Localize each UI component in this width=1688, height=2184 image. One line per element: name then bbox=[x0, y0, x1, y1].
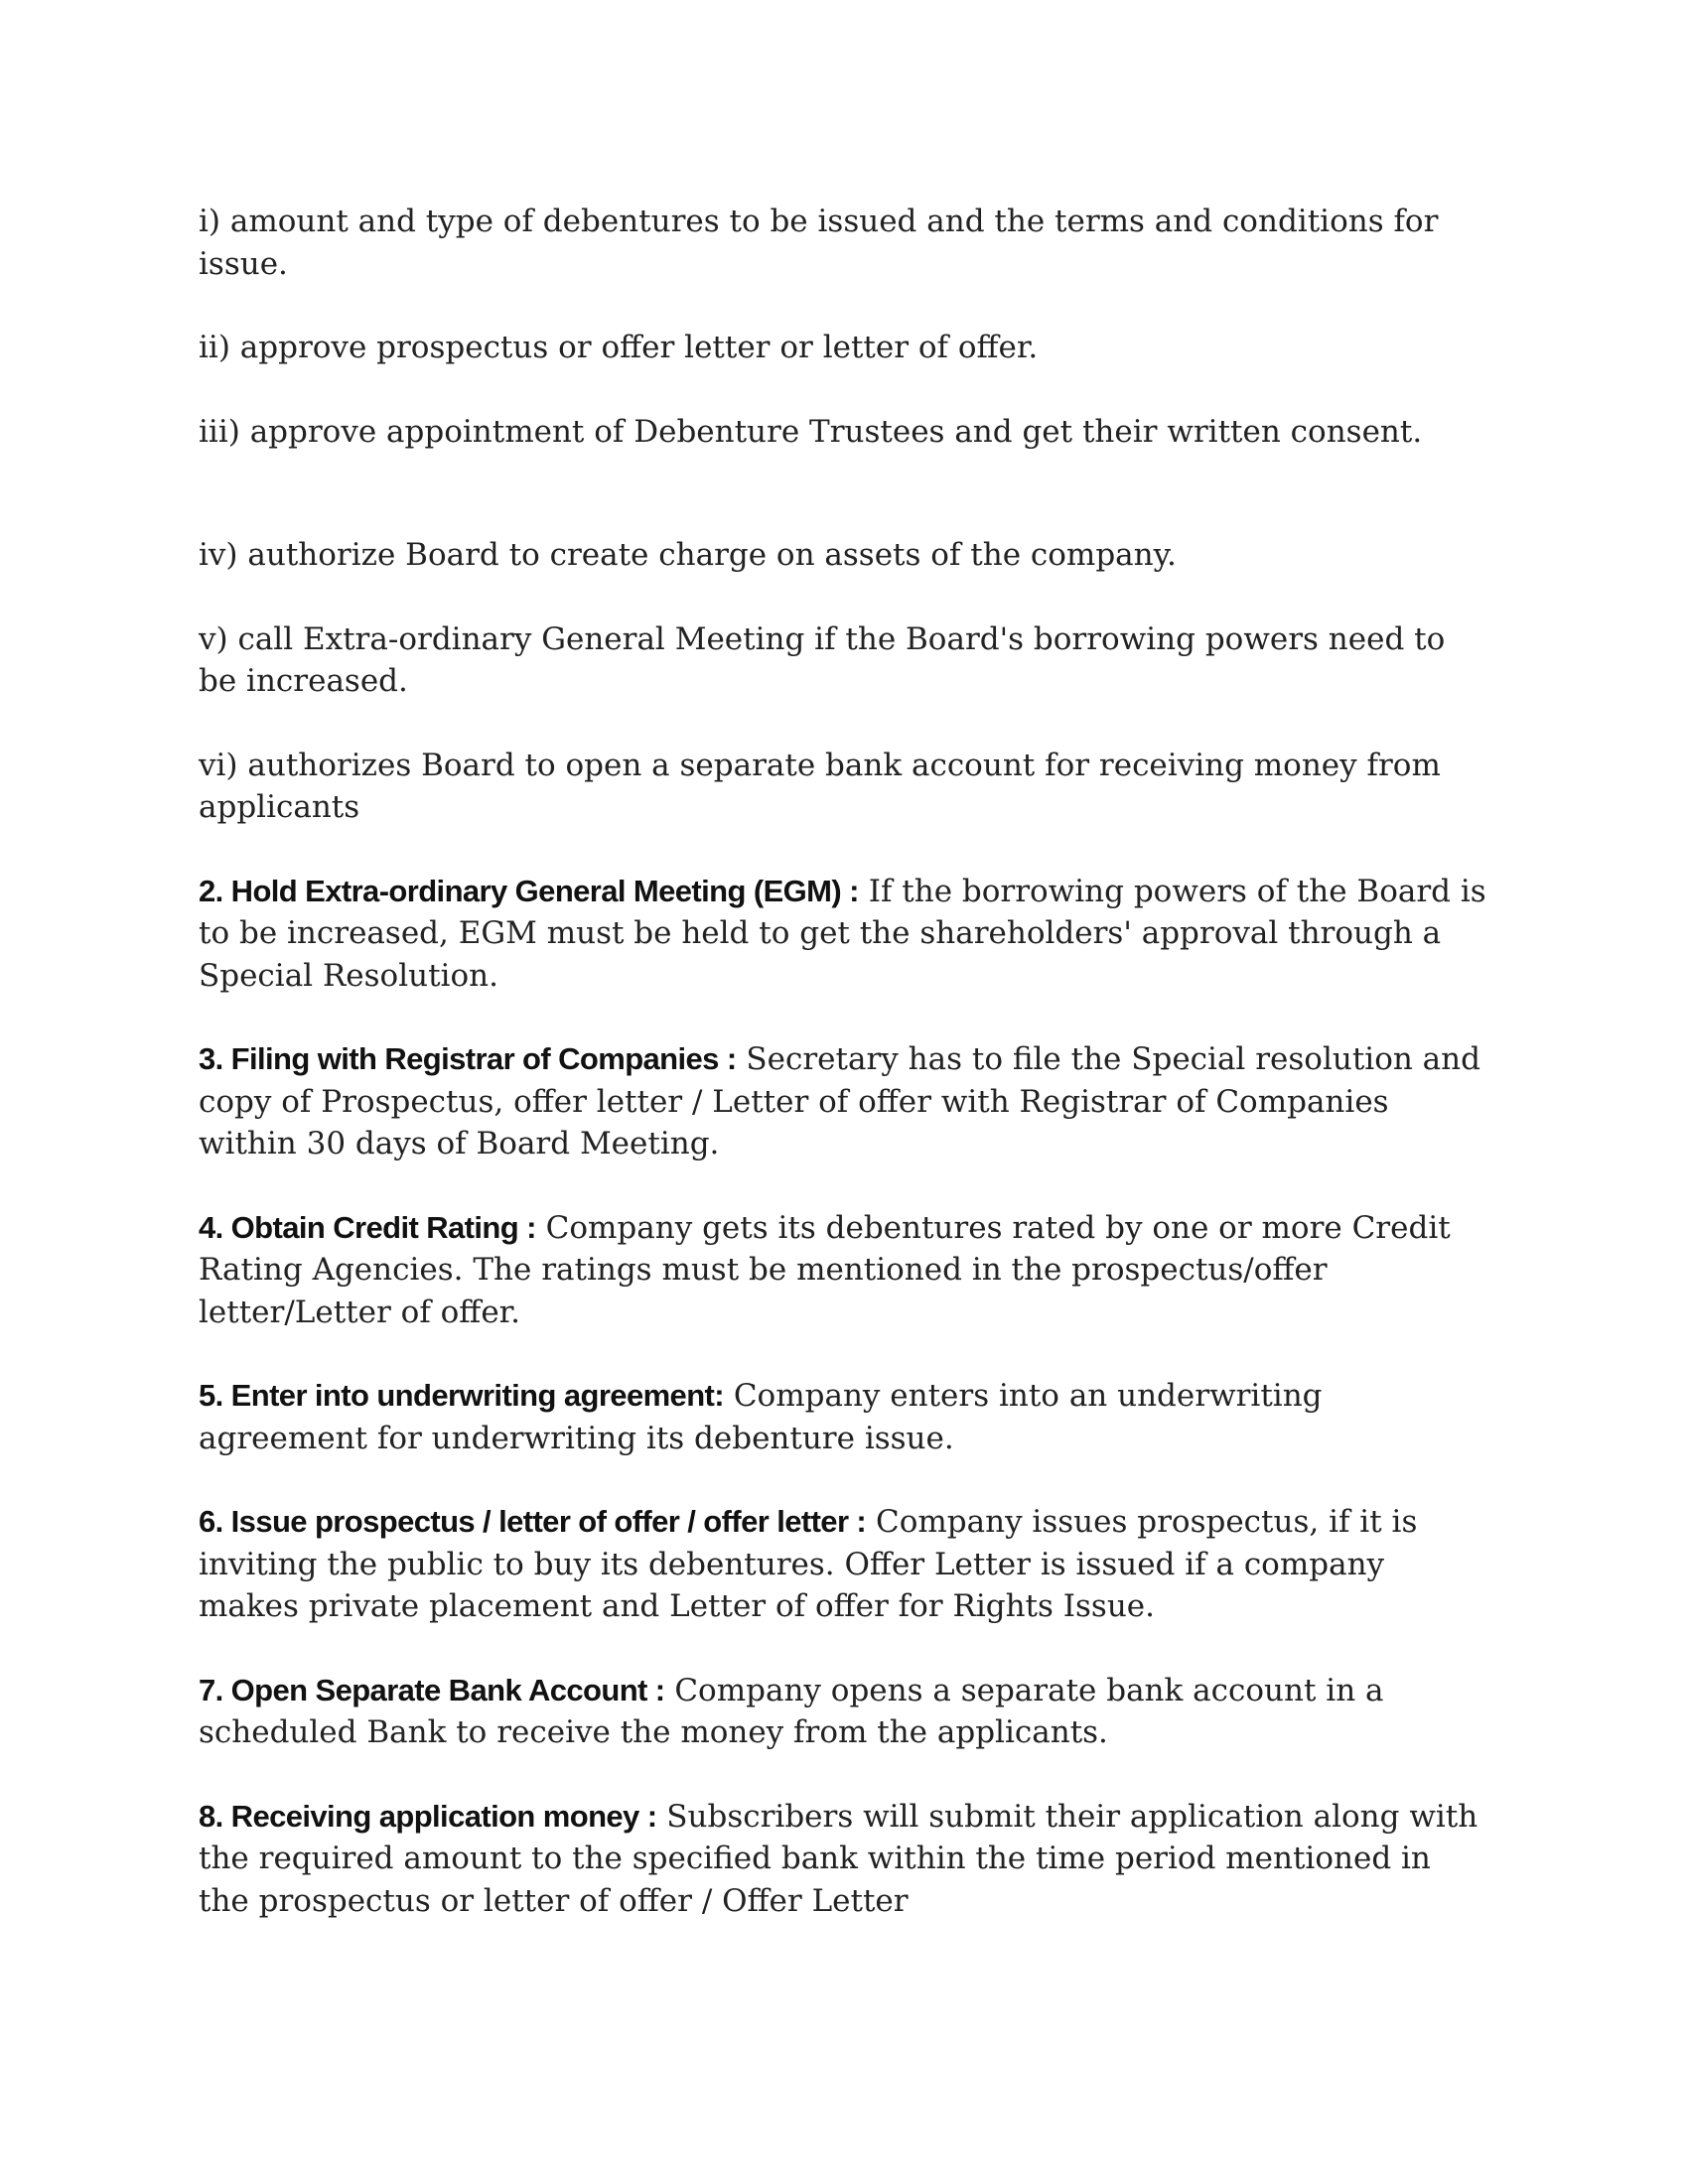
step-item bbox=[199, 1796, 1489, 1923]
condition-item: iv) authorize Board to create charge on assets of the company. bbox=[199, 537, 1177, 573]
step-item bbox=[199, 1038, 1489, 1165]
step-item bbox=[199, 1375, 1489, 1459]
step-text: Secretary has to file the Special resolution and copy of Prospectus, offer letter / Letter of offer with Registrar of Companies within 30 days of Board Meeting. bbox=[199, 1041, 1480, 1161]
step-term: 6. Issue prospectus / letter of offer / offer letter : bbox=[199, 1504, 867, 1539]
step-term: 2. Hold Extra-ordinary General Meeting (EGM) : bbox=[199, 873, 859, 908]
step-text: Company gets its debentures rated by one or more Credit Rating Agencies. The ratings must be mentioned in the prospectus/offer letter/Letter of offer. bbox=[199, 1209, 1451, 1330]
condition-item: iii) approve appointment of Debenture Trustees and get their written consent. bbox=[199, 413, 1423, 450]
condition-item: v) call Extra-ordinary General Meeting if the Board's borrowing powers need to be increased. bbox=[199, 620, 1446, 699]
step-item bbox=[199, 1501, 1489, 1628]
step-term: 8. Receiving application money : bbox=[199, 1798, 657, 1834]
step-term: 7. Open Separate Bank Account : bbox=[199, 1672, 665, 1707]
step-item bbox=[199, 1670, 1489, 1754]
step-text: Company enters into an underwriting agreement for underwriting its debenture issue. bbox=[199, 1378, 1323, 1456]
condition-item: ii) approve prospectus or offer letter or letter of offer. bbox=[199, 330, 1039, 365]
step-text: Subscribers will submit their application along with the required amount to the specified bank within the time period mentioned in the prospectus or letter of offer / Offer Letter bbox=[199, 1798, 1478, 1919]
step-text: Company opens a separate bank account in a scheduled Bank to receive the money from the applicants. bbox=[199, 1672, 1384, 1750]
condition-item: i) amount and type of debentures to be issued and the terms and conditions for issue. bbox=[199, 204, 1439, 282]
condition-item: vi) authorizes Board to open a separate bank account for receiving money from applicants bbox=[199, 747, 1441, 825]
document-page bbox=[199, 201, 1489, 1964]
step-item bbox=[199, 871, 1489, 998]
step-term: 4. Obtain Credit Rating : bbox=[199, 1209, 536, 1245]
step-term: 3. Filing with Registrar of Companies : bbox=[199, 1041, 737, 1076]
step-text: Company issues prospectus, if it is inviting the public to buy its debentures. Offer Letter is issued if a company makes private placement and Letter of offer for Rights Issue. bbox=[199, 1504, 1418, 1624]
step-text: If the borrowing powers of the Board is to be increased, EGM must be held to get the shareholders' approval through a Special Resolution. bbox=[199, 873, 1486, 994]
step-term: 5. Enter into underwriting agreement: bbox=[199, 1378, 724, 1413]
step-item bbox=[199, 1207, 1489, 1334]
